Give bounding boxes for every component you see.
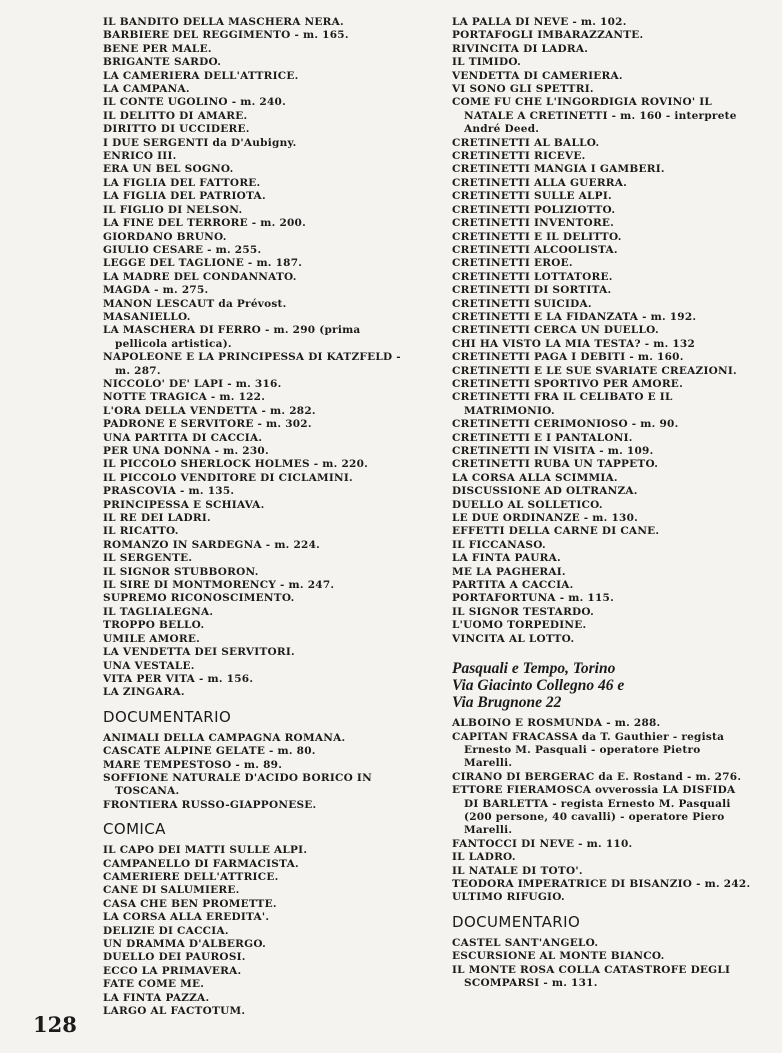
list-item: CANE DI SALUMIERE. — [103, 884, 240, 897]
list-item: CRETINETTI POLIZIOTTO. — [452, 203, 616, 216]
list-item: ENRICO III. — [103, 150, 177, 163]
list-item: TEODORA IMPERATRICE DI BISANZIO - m. 242. — [452, 877, 751, 890]
list-item: LA CORSA ALLA SCIMMIA. — [452, 471, 618, 484]
list-item: LA FIGLIA DEL PATRIOTA. — [103, 190, 266, 203]
list-item: SUPREMO RICONOSCIMENTO. — [103, 592, 295, 605]
list-item: LA FIGLIA DEL FATTORE. — [103, 176, 261, 189]
company-heading — [452, 660, 752, 711]
company-film-list — [452, 717, 752, 905]
section-heading-documentario-2: DOCUMENTARIO — [452, 912, 581, 931]
list-item: CRETINETTI SUICIDA. — [452, 297, 592, 310]
list-item: UNA VESTALE. — [103, 659, 195, 672]
list-item: SOFFIONE NATURALE D'ACIDO BORICO IN TOSCANA. — [103, 771, 372, 798]
list-item: IL DELITTO DI AMARE. — [103, 109, 248, 122]
page-number: 128 — [33, 1012, 77, 1037]
list-item: LA ZINGARA. — [103, 686, 185, 699]
list-item: ALBOINO E ROSMUNDA - m. 288. — [452, 717, 661, 730]
list-item: CRETINETTI SULLE ALPI. — [452, 190, 612, 203]
list-item: RIVINCITA DI LADRA. — [452, 42, 589, 55]
list-item: PADRONE E SERVITORE - m. 302. — [103, 418, 312, 431]
list-item: EFFETTI DELLA CARNE DI CANE. — [452, 525, 660, 538]
list-item: CHI HA VISTO LA MIA TESTA? - m. 132 — [452, 337, 696, 350]
list-item: ULTIMO RIFUGIO. — [452, 891, 565, 904]
list-item: IL RE DEI LADRI. — [103, 512, 211, 525]
list-item: ME LA PAGHERAI. — [452, 565, 566, 578]
section-heading-documentario: DOCUMENTARIO — [103, 707, 232, 726]
list-item: CRETINETTI CERIMONIOSO - m. 90. — [452, 418, 679, 431]
list-item: LA VENDETTA DEI SERVITORI. — [103, 646, 295, 659]
list-item: VENDETTA DI CAMERIERA. — [452, 69, 623, 82]
list-item: LE DUE ORDINANZE - m. 130. — [452, 512, 639, 525]
list-item: IL RICATTO. — [103, 525, 179, 538]
comedy-list-continued — [452, 16, 752, 646]
list-item: CIRANO DI BERGERAC da E. Rostand - m. 276. — [452, 770, 742, 783]
list-item: PER UNA DONNA - m. 230. — [103, 445, 269, 457]
list-item: PORTAFOGLI IMBARAZZANTE. — [452, 29, 644, 42]
company-address-line-2: Via Brugnone 22 — [452, 694, 562, 712]
list-item: NICCOLO' DE' LAPI - m. 316. — [103, 377, 282, 390]
list-item: DUELLO AL SOLLETICO. — [452, 498, 603, 511]
list-item: VINCITA AL LOTTO. — [452, 632, 575, 645]
list-item: LA PALLA DI NEVE - m. 102. — [452, 16, 627, 28]
list-item: IL FICCANASO. — [452, 538, 546, 551]
list-item: BENE PER MALE. — [103, 42, 212, 55]
list-item: DIRITTO DI UCCIDERE. — [103, 123, 250, 136]
list-item: CRETINETTI ALLA GUERRA. — [452, 176, 628, 189]
list-item: PARTITA A CACCIA. — [452, 579, 574, 592]
list-item: IL MONTE ROSA COLLA CATASTROFE DEGLI SCOMPARSI - m. 131. — [452, 963, 731, 989]
list-item: LARGO AL FACTOTUM. — [103, 1005, 246, 1018]
documentary-list — [103, 732, 403, 812]
list-item: CRETINETTI E I PANTALONI. — [452, 431, 633, 444]
list-item: LA MADRE DEL CONDANNATO. — [103, 270, 297, 283]
list-item: CRETINETTI E LE SUE SVARIATE CREAZIONI. — [452, 364, 737, 377]
section-heading-comica: COMICA — [103, 820, 166, 839]
list-item: GIULIO CESARE - m. 255. — [103, 243, 262, 256]
list-item: ESCURSIONE AL MONTE BIANCO. — [452, 950, 665, 963]
list-item: CRETINETTI DI SORTITA. — [452, 284, 612, 297]
list-item: IL PICCOLO VENDITORE DI CICLAMINI. — [103, 471, 353, 484]
list-item: MAGDA - m. 275. — [103, 284, 209, 297]
list-item: CRETINETTI AL BALLO. — [452, 136, 600, 149]
list-item: DISCUSSIONE AD OLTRANZA. — [452, 485, 638, 498]
list-item: CRETINETTI INVENTORE. — [452, 217, 615, 230]
company-documentary-list — [452, 937, 752, 991]
list-item: PRINCIPESSA E SCHIAVA. — [103, 498, 265, 511]
list-item: LA FINTA PAURA. — [452, 552, 561, 565]
list-item: CASTEL SANT'ANGELO. — [452, 936, 599, 949]
list-item: VITA PER VITA - m. 156. — [103, 672, 254, 685]
list-item: CAMERIERE DELL'ATTRICE. — [103, 870, 279, 883]
list-item: IL SIGNOR STUBBORON. — [103, 565, 259, 578]
list-item: LA CORSA ALLA EREDITA'. — [103, 911, 270, 924]
list-item: NAPOLEONE E LA PRINCIPESSA DI KATZFELD - m. 287. — [103, 351, 401, 377]
list-item: ROMANZO IN SARDEGNA - m. 224. — [103, 538, 321, 551]
list-item: IL SIRE DI MONTMORENCY - m. 247. — [103, 579, 335, 592]
list-item: I DUE SERGENTI da D'Aubigny. — [103, 136, 297, 149]
list-item: DUELLO DEI PAUROSI. — [103, 951, 246, 964]
list-item: LA CAMPANA. — [103, 83, 190, 96]
list-item: UMILE AMORE. — [103, 632, 201, 645]
list-item: IL BANDITO DELLA MASCHERA NERA. — [103, 16, 344, 28]
list-item: ANIMALI DELLA CAMPAGNA ROMANA. — [103, 731, 346, 744]
list-item: NOTTE TRAGICA - m. 122. — [103, 391, 266, 404]
list-item: CAPITAN FRACASSA da T. Gauthier - regista Ernesto M. Pasquali - operatore Pietro Marelli. — [452, 730, 725, 770]
list-item: TROPPO BELLO. — [103, 619, 205, 632]
list-item: IL TIMIDO. — [452, 56, 522, 69]
comedy-list — [103, 844, 403, 1018]
list-item: ETTORE FIERAMOSCA ovverossia LA DISFIDA DI BARLETTA - regista Ernesto M. Pasquali (200 persone, 40 cavalli) - operatore Piero Marelli. — [452, 784, 736, 837]
list-item: CASCATE ALPINE GELATE - m. 80. — [103, 745, 316, 758]
list-item: IL SIGNOR TESTARDO. — [452, 605, 595, 618]
list-item: IL SERGENTE. — [103, 552, 193, 565]
list-item: CRETINETTI IN VISITA - m. 109. — [452, 445, 654, 457]
list-item: CRETINETTI ALCOOLISTA. — [452, 243, 618, 256]
list-item: IL PICCOLO SHERLOCK HOLMES - m. 220. — [103, 458, 369, 471]
list-item: LA FINTA PAZZA. — [103, 991, 210, 1004]
list-item: BRIGANTE SARDO. — [103, 56, 222, 69]
list-item: BARBIERE DEL REGGIMENTO - m. 165. — [103, 29, 349, 42]
list-item: CRETINETTI MANGIA I GAMBERI. — [452, 163, 665, 176]
list-item: IL TAGLIALEGNA. — [103, 605, 214, 618]
list-item: CAMPANELLO DI FARMACISTA. — [103, 857, 299, 870]
list-item: FANTOCCI DI NEVE - m. 110. — [452, 837, 633, 850]
left-column — [103, 16, 403, 1018]
list-item: UNA PARTITA DI CACCIA. — [103, 431, 263, 444]
list-item: CRETINETTI PAGA I DEBITI - m. 160. — [452, 351, 684, 364]
list-item: CRETINETTI RICEVE. — [452, 150, 586, 163]
list-item: CRETINETTI SPORTIVO PER AMORE. — [452, 377, 683, 390]
list-item: FATE COME ME. — [103, 978, 205, 991]
company-address-line-1: Via Giacinto Collegno 46 e — [452, 677, 625, 695]
company-name: Pasquali e Tempo, Torino — [452, 660, 616, 678]
list-item: DELIZIE DI CACCIA. — [103, 924, 229, 937]
list-item: LEGGE DEL TAGLIONE - m. 187. — [103, 257, 303, 270]
list-item: MARE TEMPESTOSO - m. 89. — [103, 758, 283, 771]
list-item: VI SONO GLI SPETTRI. — [452, 83, 594, 96]
list-item: ERA UN BEL SOGNO. — [103, 163, 234, 176]
list-item: LA CAMERIERA DELL'ATTRICE. — [103, 69, 299, 82]
list-item: CRETINETTI FRA IL CELIBATO E IL MATRIMONIO. — [452, 391, 673, 417]
list-item: ECCO LA PRIMAVERA. — [103, 964, 242, 977]
list-item: IL CAPO DEI MATTI SULLE ALPI. — [103, 844, 308, 857]
list-item: CRETINETTI E LA FIDANZATA - m. 192. — [452, 310, 697, 323]
list-item: GIORDANO BRUNO. — [103, 230, 227, 243]
list-item: COME FU CHE L'INGORDIGIA ROVINO' IL NATALE A CRETINETTI - m. 160 - interprete André Deed. — [452, 96, 737, 136]
list-item: CRETINETTI CERCA UN DUELLO. — [452, 324, 659, 337]
list-item: CASA CHE BEN PROMETTE. — [103, 897, 277, 910]
list-item: IL LADRO. — [452, 851, 516, 864]
list-item: L'ORA DELLA VENDETTA - m. 282. — [103, 404, 316, 417]
list-item: IL NATALE DI TOTO'. — [452, 864, 583, 877]
list-item: IL CONTE UGOLINO - m. 240. — [103, 96, 286, 109]
list-item: CRETINETTI E IL DELITTO. — [452, 230, 622, 243]
list-item: PORTAFORTUNA - m. 115. — [452, 592, 614, 605]
list-item: CRETINETTI LOTTATORE. — [452, 270, 613, 283]
list-item: FRONTIERA RUSSO-GIAPPONESE. — [103, 798, 317, 811]
list-item: CRETINETTI EROE. — [452, 257, 573, 270]
list-item: LA FINE DEL TERRORE - m. 200. — [103, 217, 307, 230]
list-item: PRASCOVIA - m. 135. — [103, 485, 235, 498]
list-item: IL FIGLIO DI NELSON. — [103, 203, 243, 216]
right-column — [452, 16, 752, 990]
list-item: LA MASCHERA DI FERRO - m. 290 (prima pellicola artistica). — [103, 324, 361, 350]
list-item: CRETINETTI RUBA UN TAPPETO. — [452, 458, 659, 471]
list-item: UN DRAMMA D'ALBERGO. — [103, 938, 267, 950]
list-item: MANON LESCAUT da Prévost. — [103, 297, 287, 310]
film-list — [103, 16, 403, 700]
list-item: MASANIELLO. — [103, 310, 191, 323]
list-item: L'UOMO TORPEDINE. — [452, 619, 587, 632]
